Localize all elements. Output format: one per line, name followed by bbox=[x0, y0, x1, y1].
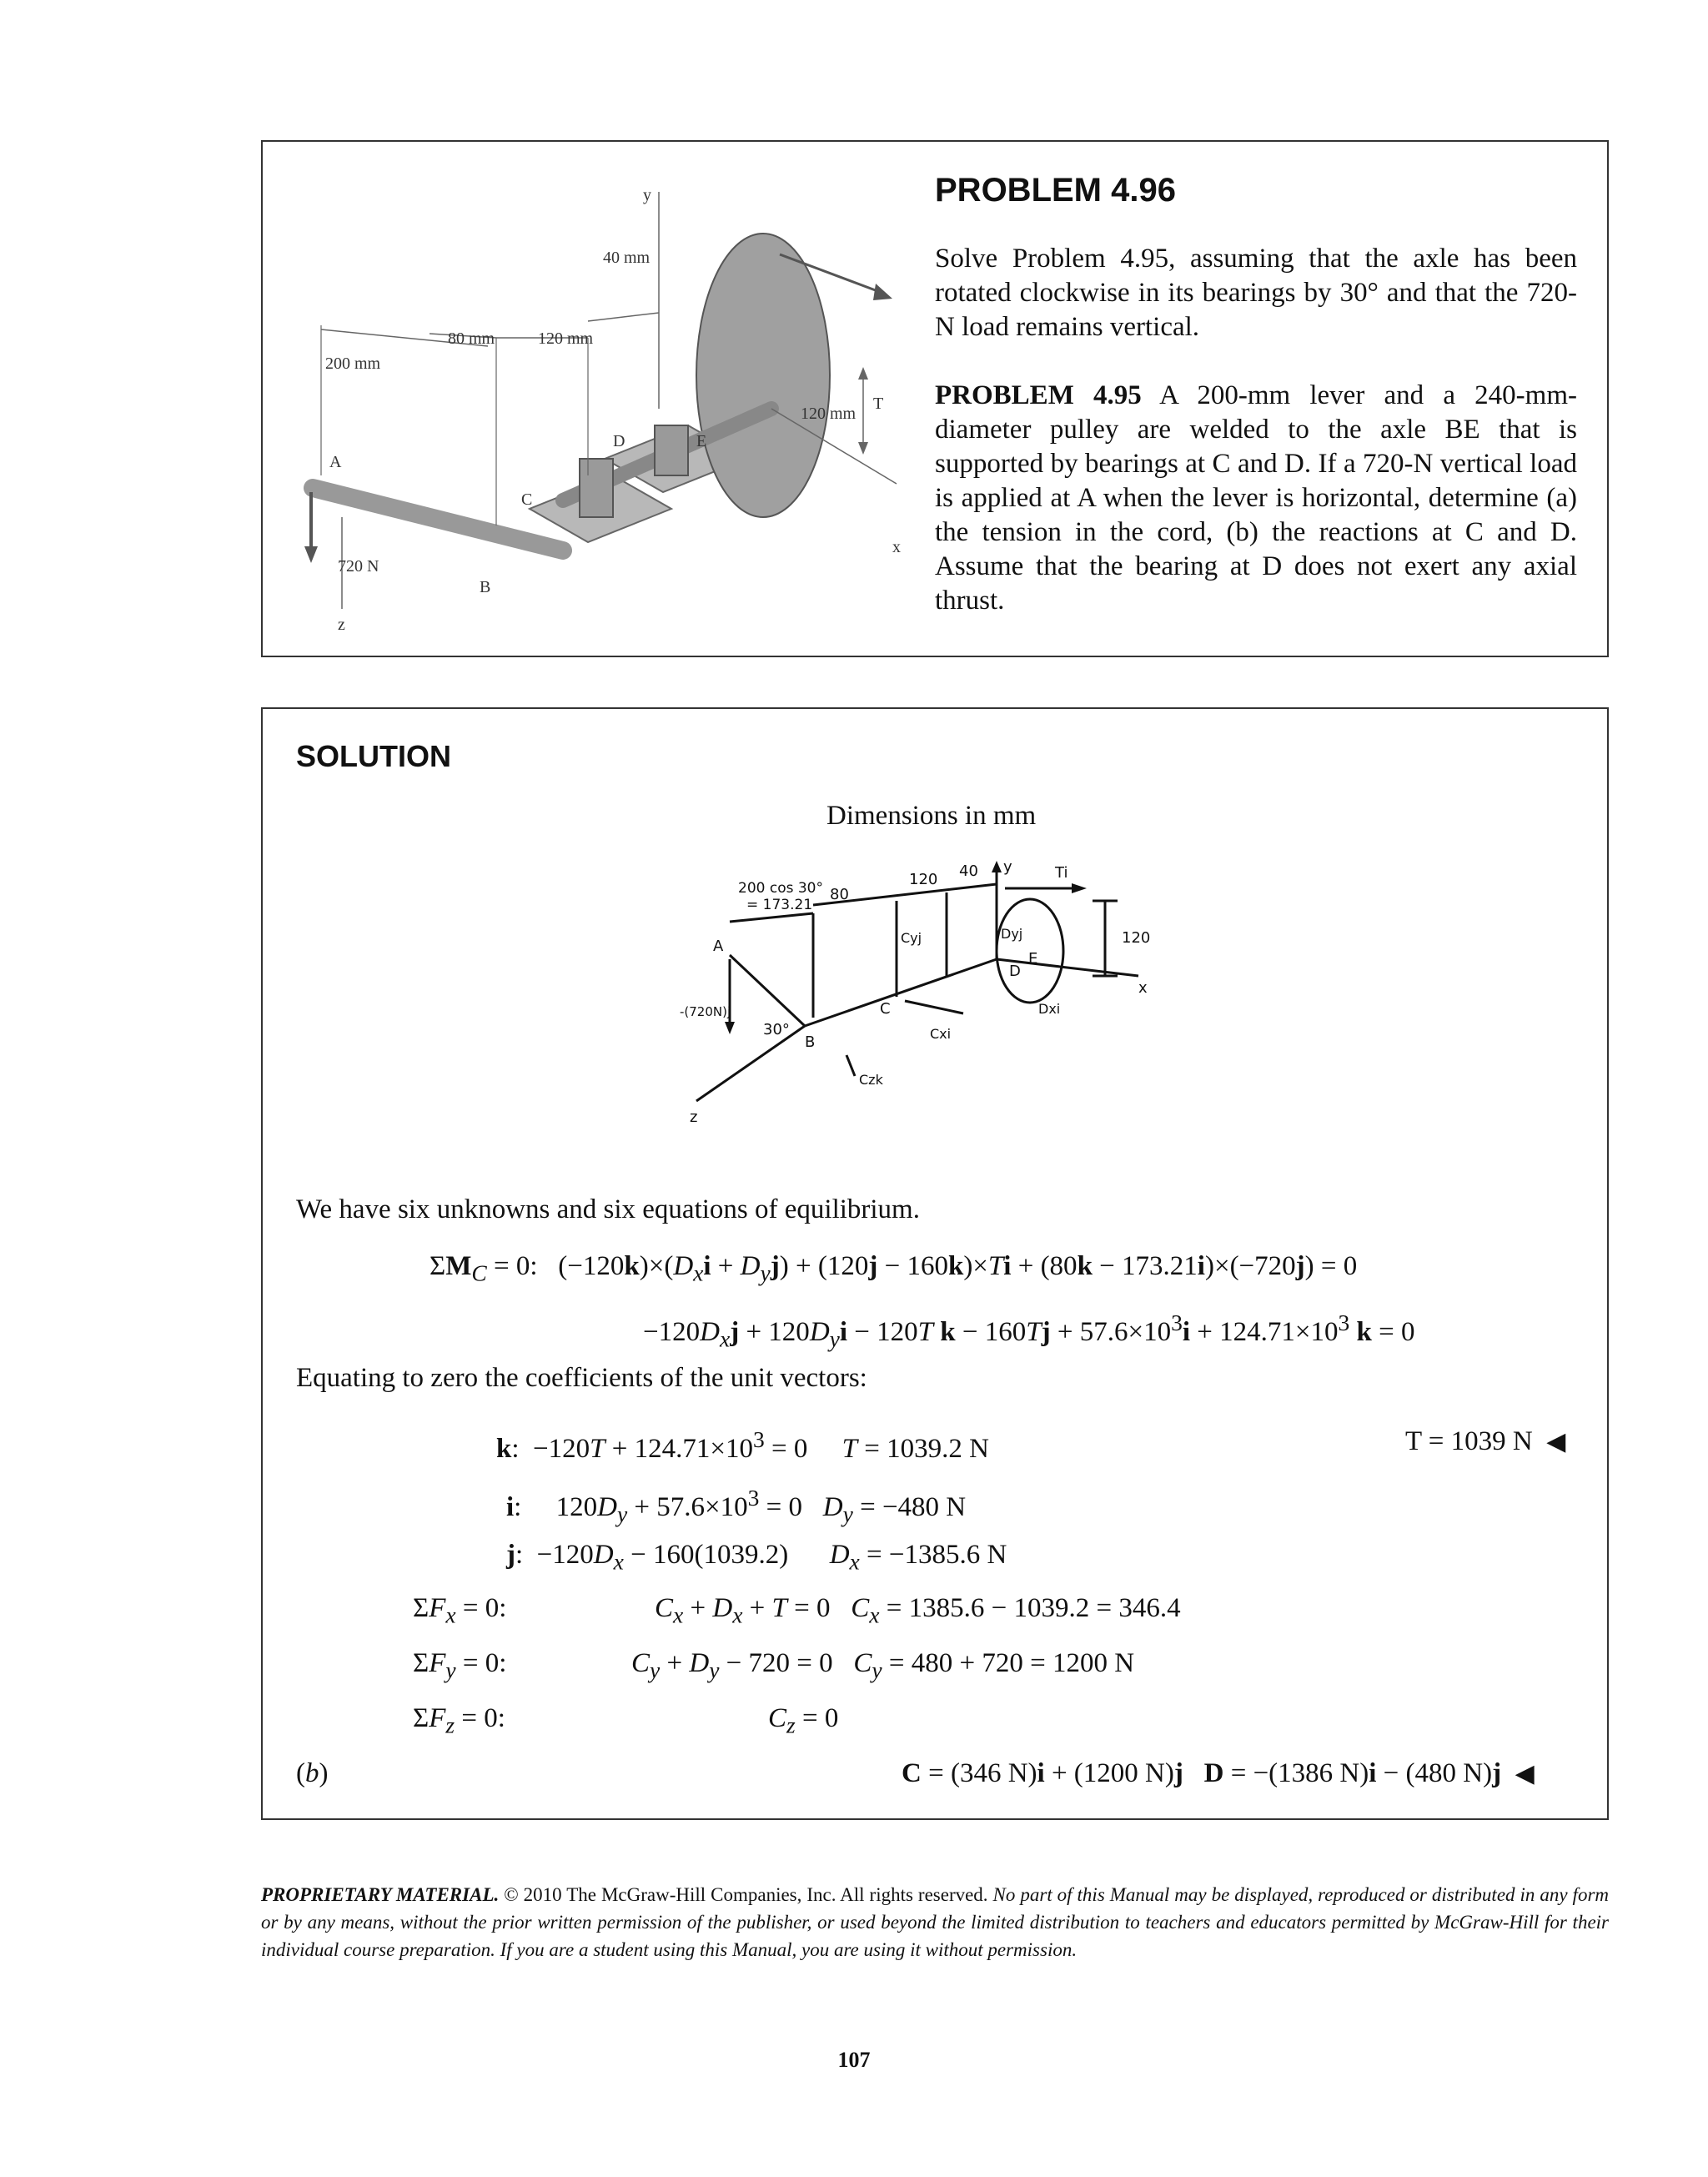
fz-equation: $C_z = 0$ bbox=[768, 1703, 839, 1738]
fy-equation: $C_y + D_y - 720 = 0$ $C_y = 480 + 720 = 1200$ N bbox=[631, 1648, 1135, 1683]
fig1-dim-120: 120 mm bbox=[538, 329, 594, 348]
result-tension-text: T = 1039 N bbox=[1405, 1426, 1533, 1456]
sketch-y: y bbox=[1003, 859, 1012, 876]
sketch-ti: Ti bbox=[1055, 864, 1068, 882]
fig1-load-label: 720 N bbox=[338, 557, 379, 576]
sketch-czk: Czk bbox=[859, 1072, 883, 1088]
fig1-label-t: T bbox=[873, 395, 884, 413]
fig1-dim-120-right: 120 mm bbox=[801, 405, 857, 423]
intro-text: We have six unknowns and six equations of equilibrium. bbox=[296, 1194, 920, 1224]
result-reactions: C = (346 N)i + (1200 N)j D = −(1386 N)i − (480 N)j ◀ bbox=[902, 1758, 1535, 1788]
sketch-cos-label: 200 cos 30° bbox=[738, 880, 823, 897]
solution-title: SOLUTION bbox=[296, 739, 451, 773]
sketch-b: B bbox=[805, 1033, 816, 1051]
moment-equation: $\Sigma M_C = 0$: $(-120k)\times(D_xi + D_yj) + (120j - 160k)\times Ti + (80k - 173.21i)\times(-720j) = 0$ bbox=[430, 1251, 1358, 1286]
sketch-80: 80 bbox=[830, 886, 849, 903]
sketch-z: z bbox=[690, 1109, 698, 1126]
sum-fy: $\Sigma F_y = 0$: bbox=[413, 1648, 507, 1683]
sum-fx: $\Sigma F_x = 0$: bbox=[413, 1593, 507, 1628]
referenced-problem bbox=[935, 379, 1577, 618]
sketch-cyj: Cyj bbox=[901, 930, 922, 946]
solution-box bbox=[261, 707, 1609, 1820]
sketch-a: A bbox=[713, 938, 724, 955]
j-equation: j: $-120D_x - 160(1039.2)$ $D_x = -1385.6$ N bbox=[506, 1540, 1007, 1575]
fx-equation: $C_x + D_x + T = 0$ $C_x = 1385.6 - 1039.2 = 346.4$ bbox=[655, 1593, 1181, 1628]
moment-expanded: $-120D_xj + 120D_yi - 120T$ $k - 160Tj + 57.6\times 10^3i + 124.71\times 10^3$ k = 0 bbox=[643, 1310, 1415, 1352]
fig1-z-label: z bbox=[338, 616, 345, 634]
fig1-dim-80: 80 mm bbox=[448, 329, 495, 348]
result-tension bbox=[1405, 1426, 1565, 1457]
sketch-e: E bbox=[1028, 950, 1038, 968]
problem-statement: Solve Problem 4.95, assuming that the axle has been rotated clockwise in its bearings by 30° and that the 720-N load remains vertical. bbox=[935, 244, 1577, 342]
sketch-angle: 30° bbox=[763, 1021, 790, 1038]
fig1-x-label: x bbox=[892, 538, 901, 556]
sketch-120: 120 bbox=[909, 871, 938, 888]
answer-marker-icon: ◀ bbox=[1546, 1427, 1566, 1456]
fig1-dim-40: 40 mm bbox=[603, 249, 651, 267]
sketch-d: D bbox=[1009, 963, 1021, 980]
copyright-notice bbox=[261, 1881, 1609, 1963]
problem-title: PROBLEM 4.96 bbox=[935, 172, 1176, 209]
sketch-x: x bbox=[1138, 979, 1148, 997]
sketch-dxi: Dxi bbox=[1038, 1001, 1061, 1017]
footer-copyright: © 2010 The McGraw-Hill Companies, Inc. All rights reserved. bbox=[504, 1884, 988, 1905]
figure-caption: Dimensions in mm bbox=[826, 801, 1037, 831]
page-number: 107 bbox=[837, 2048, 871, 2072]
fig1-label-b: B bbox=[480, 578, 491, 596]
referenced-problem-text: A 200-mm lever and a 240-mm-diameter pulley are welded to the axle BE that is supported by bearings at C and D. If a 720-N vertical load is applied at A when the lever is horizontal, determine (a) the tension in the cord, (b) the reactions at C and D. Assume that the bearing at D does not exert any axial thrust. bbox=[935, 380, 1577, 616]
k-equation: k: $-120T + 124.71\times 10^3 = 0$ T = 1039.2 N bbox=[496, 1426, 989, 1464]
sketch-load: -(720N)j bbox=[680, 1004, 731, 1019]
footer-bold: PROPRIETARY MATERIAL. bbox=[261, 1884, 500, 1905]
axle-lever-pulley-figure bbox=[279, 158, 913, 642]
fig1-label-c: C bbox=[521, 490, 533, 509]
sketch-40: 40 bbox=[959, 862, 978, 880]
fig1-y-label: y bbox=[643, 186, 651, 204]
sketch-dyj: Dyj bbox=[1001, 926, 1023, 942]
fig1-dim-200: 200 mm bbox=[325, 354, 381, 373]
fig1-label-e: E bbox=[696, 432, 707, 450]
problem-box bbox=[261, 140, 1609, 657]
answer-marker-icon: ◀ bbox=[1515, 1759, 1535, 1788]
sketch-c: C bbox=[880, 1000, 891, 1018]
sum-fz: $\Sigma F_z = 0$: bbox=[413, 1703, 505, 1738]
equating-text: Equating to zero the coefficients of the unit vectors: bbox=[296, 1363, 867, 1393]
fig1-label-d: D bbox=[613, 432, 625, 450]
footer-notice: No part of this Manual may be displayed, reproduced or distributed in any form or by any means, without the prior written permission of the publisher, or used beyond the limited distribution to teachers and educators permitted by McGraw-Hill for their individual course preparation. If you are a student using this Manual, you are using it without permission. bbox=[261, 1884, 1610, 1960]
sketch-eq-label: = 173.21 bbox=[746, 897, 813, 913]
part-b-label: (b) bbox=[296, 1758, 329, 1788]
fig1-label-a: A bbox=[329, 453, 342, 471]
i-equation: i: $120D_y + 57.6\times 10^3 = 0$ $D_y = -480$ N bbox=[506, 1485, 967, 1527]
sketch-120-right: 120 bbox=[1122, 929, 1151, 947]
free-body-sketch bbox=[680, 859, 1197, 1134]
sketch-cxi: Cxi bbox=[930, 1026, 952, 1042]
referenced-problem-label: PROBLEM 4.95 bbox=[935, 380, 1142, 410]
